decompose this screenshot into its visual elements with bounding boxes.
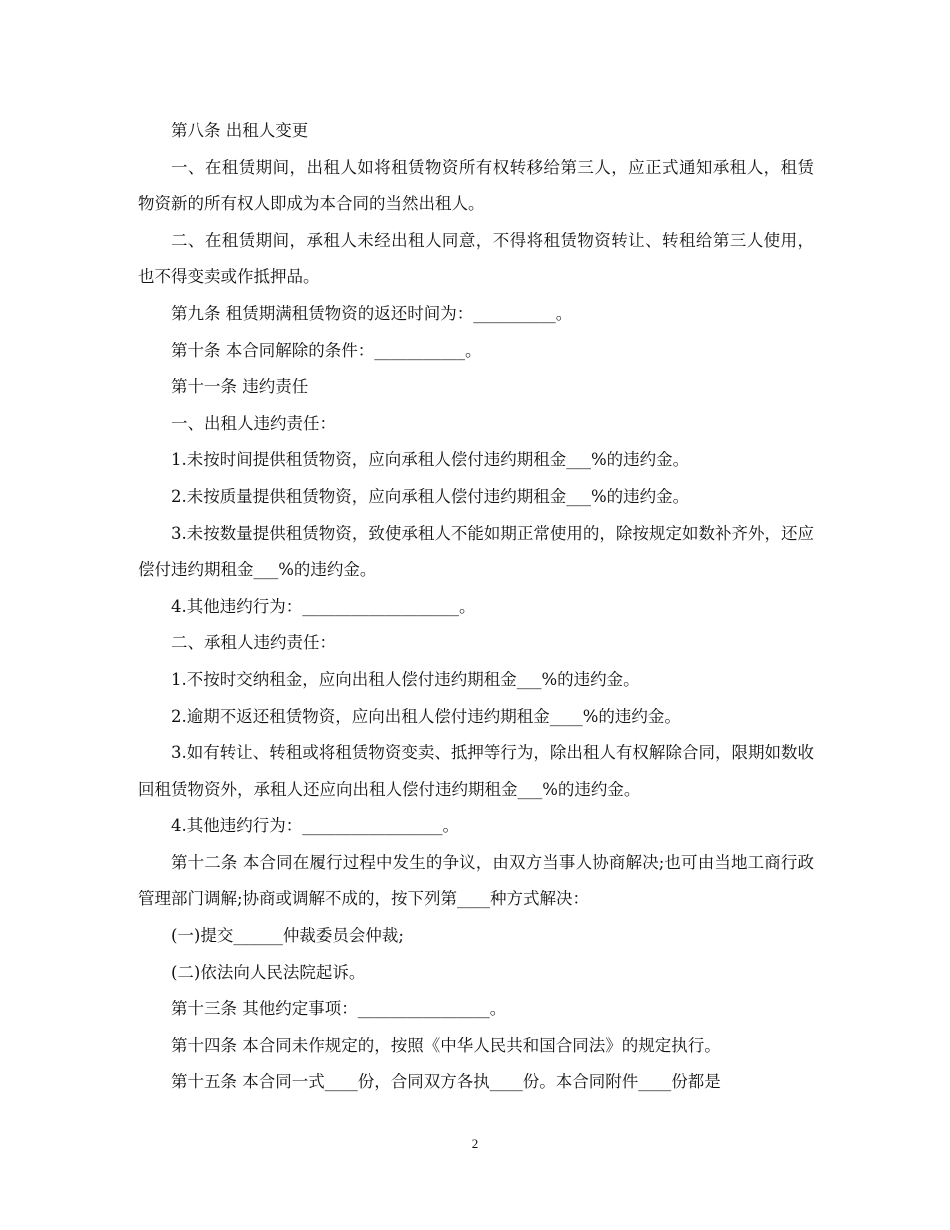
article-11-heading: 第十一条 违约责任 [171, 377, 309, 397]
lessee-liability-heading: 二、承租人违约责任： [171, 633, 336, 653]
lessee-liability-item-2: 2.逾期不返还租赁物资，应向出租人偿付违约期租金____%的违约金。 [171, 706, 681, 726]
article-8-clause-2: 二、在租赁期间，承租人未经出租人同意，不得将租赁物资转让、转租给第三人使用，也不得变卖或作抵押品。 [138, 230, 814, 287]
lessor-liability-item-2: 2.未按质量提供租赁物资，应向承租人偿付违约期租金___%的违约金。 [171, 486, 690, 506]
page-number: 2 [471, 1136, 479, 1151]
article-8-clause-1: 一、在租赁期间，出租人如将租赁物资所有权转移给第三人，应正式通知承租人，租赁物资新的所有权人即成为本合同的当然出租人。 [138, 157, 814, 214]
article-12-option-1: (一)提交______仲裁委员会仲裁; [171, 926, 404, 946]
article-10: 第十条 本合同解除的条件：___________。 [171, 340, 482, 360]
article-14: 第十四条 本合同未作规定的，按照《中华人民共和国合同法》的规定执行。 [171, 1035, 721, 1055]
article-12: 第十二条 本合同在履行过程中发生的争议，由双方当事人协商解决;也可由当地工商行政管理部门调解;协商或调解不成的，按下列第____种方式解决： [138, 852, 814, 909]
lessor-liability-item-4: 4.其他违约行为：___________________。 [171, 596, 476, 616]
article-13: 第十三条 其他约定事项：________________。 [171, 999, 507, 1019]
lessee-liability-item-1: 1.不按时交纳租金，应向出租人偿付违约期租金___%的违约金。 [171, 669, 640, 689]
lessee-liability-item-3: 3.如有转让、转租或将租赁物资变卖、抵押等行为，除出租人有权解除合同，限期如数收回租赁物资外，承租人还应向出租人偿付违约期租金___%的违约金。 [138, 743, 814, 799]
document-body [138, 113, 814, 1101]
article-9: 第九条 租赁期满租赁物资的返还时间为：__________。 [171, 303, 573, 323]
article-15: 第十五条 本合同一式____份，合同双方各执____份。本合同附件____份都是 [171, 1072, 721, 1092]
lessee-liability-item-4: 4.其他违约行为：_________________。 [171, 816, 459, 836]
lessor-liability-heading: 一、出租人违约责任： [171, 413, 336, 433]
article-12-option-2: (二)依法向人民法院起诉。 [171, 962, 366, 982]
article-8-heading: 第八条 出租人变更 [171, 121, 309, 140]
lessor-liability-item-3: 3.未按数量提供租赁物资，致使承租人不能如期正常使用的，除按规定如数补齐外，还应偿付违约期租金___%的违约金。 [138, 523, 814, 580]
lessor-liability-item-1: 1.未按时间提供租赁物资，应向承租人偿付违约期租金___%的违约金。 [171, 450, 690, 470]
